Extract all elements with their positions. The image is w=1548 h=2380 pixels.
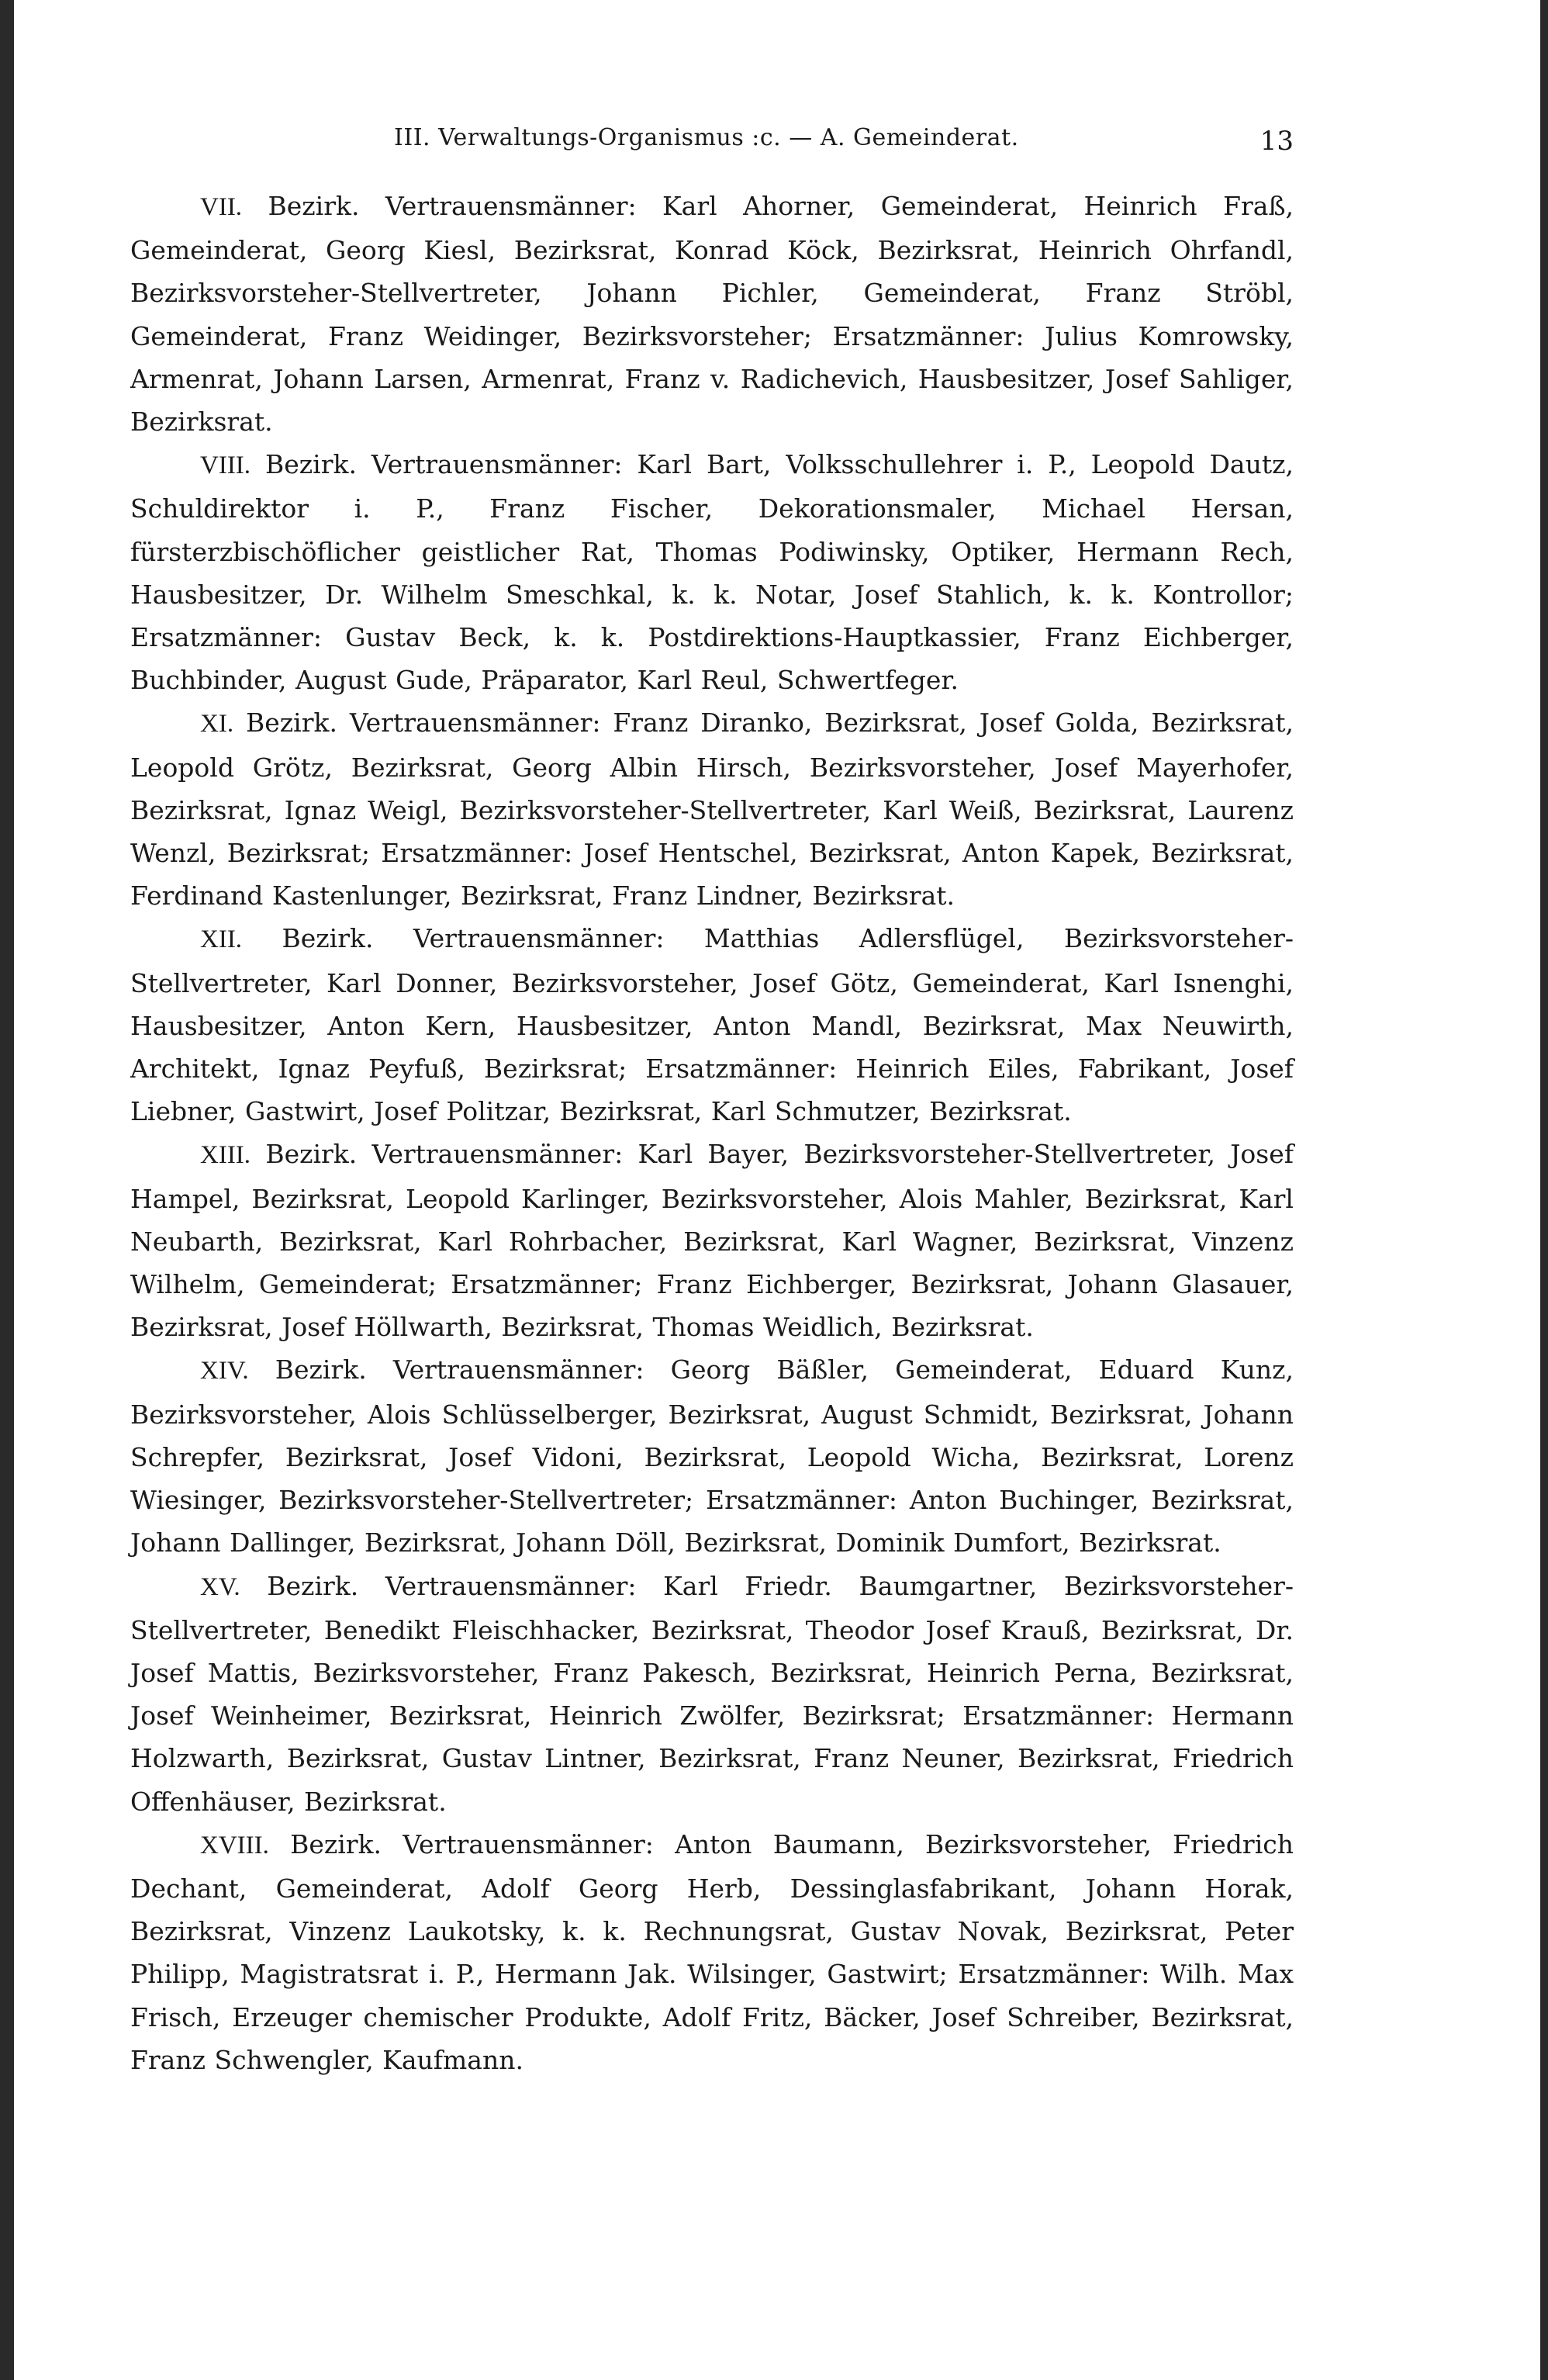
- district-number: VII.: [200, 193, 243, 221]
- district-number: XII.: [200, 925, 243, 954]
- district-number: XVIII.: [200, 1831, 269, 1859]
- district-paragraph-vii: [130, 185, 1294, 443]
- page-header: [130, 116, 1294, 171]
- page-content: [130, 116, 1294, 2081]
- page-body: [130, 185, 1294, 2081]
- district-text: Bezirk. Vertrauensmänner: Karl Bayer, Bezirksvorsteher-Stellvertreter, Josef Hampel, Bezirksrat, Leopold Karlinger, Bezirksvorsteher, Alois Mahler, Bezirksrat, Karl Neubarth, Bezirksrat, Karl Rohrbacher, Bezirksrat, Karl Wagner, Bezirksrat, Vinzenz Wilhelm, Gemeinderat; Ersatzmänner; Franz Eichberger, Bezirksrat, Johann Glasauer, Bezirksrat, Josef Höllwarth, Bezirksrat, Thomas Weidlich, Bezirksrat.: [130, 1139, 1294, 1343]
- district-number: VIII.: [200, 451, 251, 480]
- district-paragraph-xiv: [130, 1348, 1294, 1564]
- district-paragraph-xiii: [130, 1133, 1294, 1348]
- district-number: XV.: [200, 1572, 240, 1601]
- district-text: Bezirk. Vertrauensmänner: Franz Diranko, Bezirksrat, Josef Golda, Bezirksrat, Leopold Grötz, Bezirksrat, Georg Albin Hirsch, Bezirksvorsteher, Josef Mayerhofer, Bezirksrat, Ignaz Weigl, Bezirksvorsteher-Stellvertreter, Karl Weiß, Bezirksrat, Laurenz Wenzl, Bezirksrat; Ersatzmänner: Josef Hentschel, Bezirksrat, Anton Kapek, Bezirksrat, Ferdinand Kastenlunger, Bezirksrat, Franz Lindner, Bezirksrat.: [130, 707, 1294, 912]
- district-text: Bezirk. Vertrauensmänner: Karl Friedr. Baumgartner, Bezirksvorsteher-Stellvertreter, Benedikt Fleischhacker, Bezirksrat, Theodor Josef Krauß, Bezirksrat, Dr. Josef Mattis, Bezirksvorsteher, Franz Pakesch, Bezirksrat, Heinrich Perna, Bezirksrat, Josef Weinheimer, Bezirksrat, Heinrich Zwölfer, Bezirksrat; Ersatzmänner: Hermann Holzwarth, Bezirksrat, Gustav Lintner, Bezirksrat, Franz Neuner, Bezirksrat, Friedrich Offenhäuser, Bezirksrat.: [130, 1570, 1294, 1817]
- district-paragraph-viii: [130, 443, 1294, 701]
- district-text: Bezirk. Vertrauensmänner: Karl Bart, Volksschullehrer i. P., Leopold Dautz, Schuldirektor i. P., Franz Fischer, Dekorationsmaler, Michael Hersan, fürsterzbischöflicher geistlicher Rat, Thomas Podiwinsky, Optiker, Hermann Rech, Hausbesitzer, Dr. Wilhelm Smeschkal, k. k. Notar, Josef Stahlich, k. k. Kontrollor; Ersatzmänner: Gustav Beck, k. k. Postdirektions-Hauptkassier, Franz Eichberger, Buchbinder, August Gude, Präparator, Karl Reul, Schwertfeger.: [130, 449, 1294, 696]
- district-text: Bezirk. Vertrauensmänner: Karl Ahorner, Gemeinderat, Heinrich Fraß, Gemeinderat, Georg Kiesl, Bezirksrat, Konrad Köck, Bezirksrat, Heinrich Ohrfandl, Bezirksvorsteher-Stellvertreter, Johann Pichler, Gemeinderat, Franz Ströbl, Gemeinderat, Franz Weidinger, Bezirksvorsteher; Ersatzmänner: Julius Komrowsky, Armenrat, Johann Larsen, Armenrat, Franz v. Radichevich, Hausbesitzer, Josef Sahliger, Bezirksrat.: [130, 191, 1294, 438]
- district-paragraph-xviii: [130, 1823, 1294, 2081]
- district-text: Bezirk. Vertrauensmänner: Georg Bäßler, Gemeinderat, Eduard Kunz, Bezirksvorsteher, Alois Schlüsselberger, Bezirksrat, August Schmidt, Bezirksrat, Johann Schrepfer, Bezirksrat, Josef Vidoni, Bezirksrat, Leopold Wicha, Bezirksrat, Lorenz Wiesinger, Bezirksvorsteher-Stellvertreter; Ersatzmänner: Anton Buchinger, Bezirksrat, Johann Dallinger, Bezirksrat, Johann Döll, Bezirksrat, Dominik Dumfort, Bezirksrat.: [130, 1354, 1294, 1558]
- district-number: XI.: [200, 710, 234, 739]
- district-paragraph-xi: [130, 701, 1294, 917]
- district-number: XIII.: [200, 1141, 251, 1170]
- district-paragraph-xii: [130, 917, 1294, 1133]
- district-text: Bezirk. Vertrauensmänner: Matthias Adlersflügel, Bezirksvorsteher-Stellvertreter, Karl Donner, Bezirksvorsteher, Josef Götz, Gemeinderat, Karl Isnenghi, Hausbesitzer, Anton Kern, Hausbesitzer, Anton Mandl, Bezirksrat, Max Neuwirth, Architekt, Ignaz Peyfuß, Bezirksrat; Ersatzmänner: Heinrich Eiles, Fabrikant, Josef Liebner, Gastwirt, Josef Politzar, Bezirksrat, Karl Schmutzer, Bezirksrat.: [130, 923, 1294, 1127]
- district-text: Bezirk. Vertrauensmänner: Anton Baumann, Bezirksvorsteher, Friedrich Dechant, Gemeinderat, Adolf Georg Herb, Dessinglasfabrikant, Johann Horak, Bezirksrat, Vinzenz Laukotsky, k. k. Rechnungsrat, Gustav Novak, Bezirksrat, Peter Philipp, Magistratsrat i. P., Hermann Jak. Wilsinger, Gastwirt; Ersatzmänner: Wilh. Max Frisch, Erzeuger chemischer Produkte, Adolf Fritz, Bäcker, Josef Schreiber, Bezirksrat, Franz Schwengler, Kaufmann.: [130, 1828, 1294, 2075]
- page-number: 13: [1259, 126, 1294, 157]
- district-number: XIV.: [200, 1357, 249, 1385]
- running-head: III. Verwaltungs-Organismus :c. — A. Gemeinderat.: [394, 124, 1019, 151]
- district-paragraph-xv: [130, 1565, 1294, 1823]
